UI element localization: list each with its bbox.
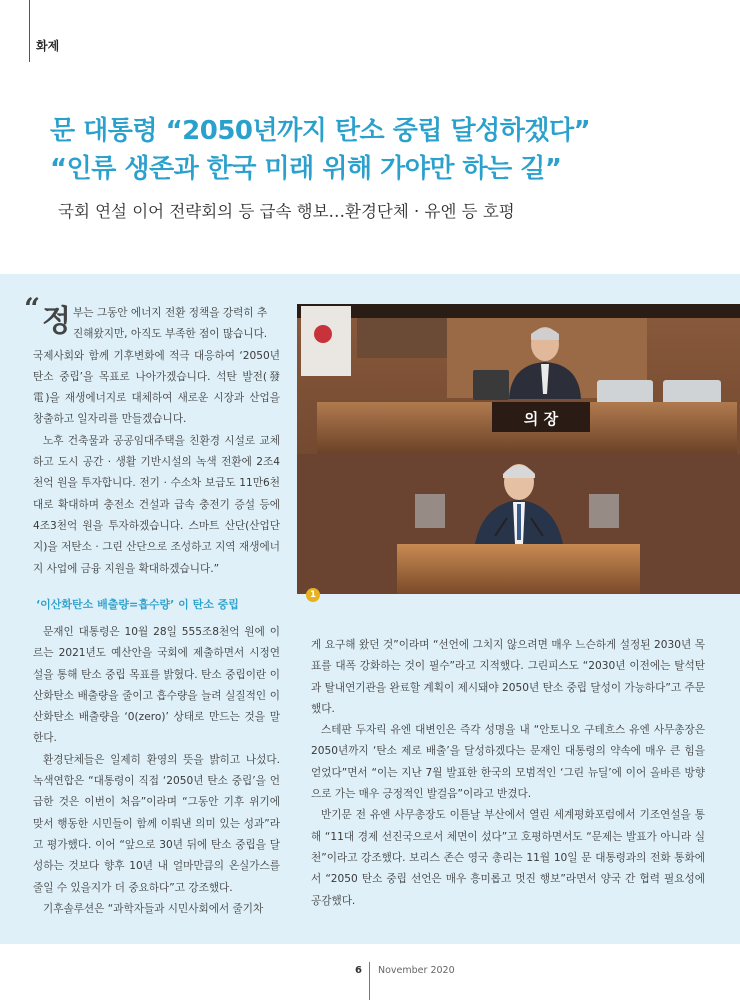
- photo-number-badge: 1: [306, 588, 320, 602]
- headline-line-1: 문 대통령 “2050년까지 탄소 중립 달성하겠다”: [50, 116, 591, 146]
- body-paragraph: 환경단체들은 일제히 환영의 뜻을 밝히고 나섰다. 녹색연합은 “대통령이 직접 ‘2050년 탄소 중립’을 언급한 것은 이번이 처음”이라며 “그동안 기후 위기에 맞서 행동한 시민들이 함께 이뤄낸 의미 있는 성과”라고 평가했다. 이어 “앞으로 30년 뒤에 탄소 중립을 달성하는 것보다 향후 10년 내 얼마만큼의 온실가스를 줄일 수 있을지가 더 중요하다”고 강조했다.: [33, 753, 280, 894]
- quote-line-1: 부는 그동안 에너지 전환 정책을 강력히 추: [73, 307, 268, 319]
- quote-paragraph-2: 노후 건축물과 공공임대주택을 친환경 시설로 교체하고 도시 공간 · 생활 기반시설의 녹색 전환에 2조4천억 원을 투자합니다. 전기 · 수소차 보급도 11만6천 대로 확대하며 충전소 건설과 급속 충전기 증설 등에 4조3천억 원을 투자하겠습니다. 스마트 산단(산업단지)을 저탄소 · 그린 산단으로 조성하고 지역 재생에너지 사업에 금융 지원을 확대하겠습니다.”: [33, 434, 280, 575]
- drop-cap: 정: [42, 304, 71, 339]
- section-label: 화제: [36, 39, 60, 53]
- body-paragraph: 반기문 전 유엔 사무총장도 이튿날 부산에서 열린 세계평화포럼에서 기조연설을 통해 “11대 경제 선진국으로서 체면이 섰다”고 호평하면서도 “문제는 발표가 아니라 실천”이라고 강조했다. 보리스 존슨 영국 총리는 11월 10일 문 대통령과의 전화 통화에서 “2050 탄소 중립 선언은 매우 흥미롭고 멋진 행보”라면서 양국 간 협력 필요성에 공감했다.: [311, 809, 705, 907]
- body-column-2: [311, 635, 705, 912]
- issue-date: November 2020: [378, 965, 455, 976]
- subheadline: 국회 연설 이어 전략회의 등 급속 행보…환경단체 · 유엔 등 호평: [58, 202, 515, 221]
- assembly-speech-illustration: [297, 304, 740, 594]
- quote-text: [33, 303, 280, 580]
- quote-mark: “: [24, 292, 41, 325]
- headline-line-2: “인류 생존과 한국 미래 위해 가야만 하는 길”: [50, 154, 562, 184]
- article-subtitle: ‘이산화탄소 배출량=흡수량’ 이 탄소 중립: [36, 598, 239, 611]
- top-rule: [29, 0, 30, 62]
- footer-rule: [369, 962, 370, 1000]
- body-paragraph: 게 요구해 왔던 것”이라며 “선언에 그치지 않으려면 매우 느슨하게 설정된 2030년 목표를 대폭 강화하는 것이 필수”라고 지적했다. 그린피스도 “2030년 이전에는 탈석탄과 탈내연기관을 완료할 계획이 제시돼야 2050년 탄소 중립 달성이 가능하다”고 주문했다.: [311, 639, 705, 715]
- body-paragraph: 기후솔루션은 “과학자들과 시민사회에서 줄기차: [43, 902, 264, 915]
- body-paragraph: 스테판 두자릭 유엔 대변인은 즉각 성명을 내 “안토니오 구테흐스 유엔 사무총장은 2050년까지 ‘탄소 제로 배출’을 달성하겠다는 문재인 대통령의 약속에 매우 큰 힘을 얻었다”면서 “이는 지난 7월 발표한 한국의 모범적인 ‘그린 뉴딜’에 이어 올바른 방향으로 가는 매우 긍정적인 발걸음”이라고 반겼다.: [311, 724, 705, 801]
- body-paragraph: 문재인 대통령은 10월 28일 555조8천억 원에 이르는 2021년도 예산안을 국회에 제출하면서 시정연설을 통해 탄소 중립 목표를 밝혔다. 탄소 중립이란 이산화탄소 배출량을 줄이고 흡수량을 늘려 실질적인 이산화탄소 배출량을 ‘0(zero)’ 상태로 만드는 것을 말한다.: [33, 626, 280, 745]
- quote-paragraph-1: 국제사회와 함께 기후변화에 적극 대응하여 ‘2050년 탄소 중립’을 목표로 나아가겠습니다. 석탄 발전(發電)을 재생에너지로 대체하여 새로운 시장과 산업을 창출하고 일자리를 만들겠습니다.: [33, 349, 280, 426]
- quote-line-2: 진해왔지만, 아직도 부족한 점이 많습니다.: [73, 328, 268, 341]
- page-number: 6: [355, 965, 362, 976]
- body-column-1: [33, 622, 280, 920]
- headline: [50, 112, 710, 188]
- article-photo: [297, 304, 740, 594]
- speaker-sign: 의 장: [523, 410, 559, 428]
